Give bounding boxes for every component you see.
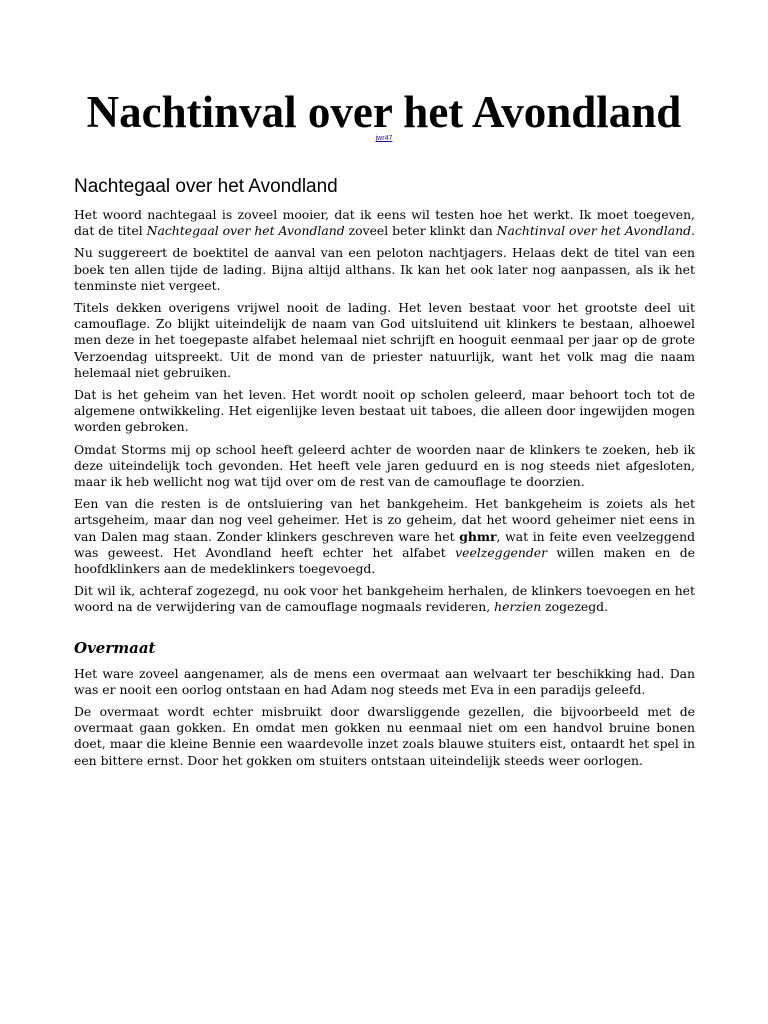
bold-text: ghmr [459, 528, 497, 544]
author-link[interactable]: jwr47 [375, 135, 393, 142]
paragraph: Titels dekken overigens vrijwel nooit de lading. Het leven bestaat voor het grootste deel uit camouflage. Zo blijkt uiteindelijk de naam van God uitsluitend uit klinkers te bestaan, alhoewel men deze in het toegepaste alfabet helemaal niet schrijft en hooguit eenmaal per jaar op de grote Verzoendag uitspreekt. Uit de mond van de priester natuurlijk, want het volk mag die naam helemaal niet gebruiken. [74, 300, 695, 380]
text-run: zogezegd. [541, 599, 609, 615]
paragraph [74, 496, 695, 577]
document-body [74, 174, 695, 775]
paragraph [74, 207, 695, 239]
paragraph: Nu suggereert de boektitel de aanval van een peloton nachtjagers. Helaas dekt de titel van een boek ten allen tijde de lading. Bijna altijd althans. Ik kan het ook later nog aanpassen, als ik het tenminste niet vergeet. [74, 245, 695, 293]
author-line [0, 134, 768, 144]
text-run: willen maken en de hoofdklinkers aan de medeklinkers toegevoegd. [74, 544, 695, 577]
text-run: . [691, 223, 695, 239]
text-run: Dit wil ik, achteraf zogezegd, nu ook voor het bankgeheim herhalen, de klinkers toevoegen en het woord na de verwijdering van de camouflage nogmaals revideren, [74, 583, 695, 615]
italic-text: herzien [494, 599, 542, 615]
italic-text: Nachtegaal over het Avondland [146, 223, 345, 239]
paragraph: Het ware zoveel aangenamer, als de mens een overmaat aan welvaart ter beschikking had. Dan was er nooit een oorlog ontstaan en had Adam nog steeds met Eva in een paradijs geleefd. [74, 665, 695, 697]
paragraph: De overmaat wordt echter misbruikt door dwarsliggende gezellen, die bijvoorbeeld met de overmaat gaan gokken. En omdat men gokken nu eenmaal niet om een handvol bruine bonen doet, maar die kleine Bennie een waardevolle inzet zoals blauwe stuiters eist, ontaardt het spel in een bittere ernst. Door het gokken om stuiters ontstaan uiteindelijk steeds weer oorlogen. [74, 704, 695, 768]
text-run: Een van die resten is de ontsluiering van het bankgeheim. Het bankgeheim is zoiets als het artsgeheim, maar dan nog veel geheimer. Het is zo geheim, dat het woord geheimer niet eens in van Dalen mag staan. Zonder klinkers geschreven ware het [74, 496, 695, 544]
paragraph [74, 583, 695, 615]
text-run: zoveel beter klinkt dan [344, 223, 497, 239]
section-heading: Nachtegaal over het Avondland [74, 176, 338, 197]
italic-text: Nachtinval over het Avondland [496, 223, 691, 239]
page-title: Nachtinval over het Avondland [86, 87, 682, 137]
italic-text: veelzeggender [455, 544, 548, 560]
paragraph: Omdat Storms mij op school heeft geleerd achter de woorden naar de klinkers te zoeken, heb ik deze uiteindelijk toch gevonden. Het heeft vele jaren geduurd en is nog steeds niet afgesloten, maar ik heb wellicht nog wat tijd over om de rest van de camouflage te doorzien. [74, 441, 695, 490]
text-run: , wat in feite even veelzeggend was geweest. Het Avondland heeft echter het alfabet [74, 528, 696, 560]
paragraph: Dat is het geheim van het leven. Het wordt nooit op scholen geleerd, maar behoort toch tot de algemene ontwikkeling. Het eigenlijke leven bestaat uit taboes, die alleen door ingewijden mogen worden gebroken. [74, 387, 695, 435]
subsection-heading: Overmaat [74, 638, 156, 657]
text-run: Het woord nachtegaal is zoveel mooier, dat ik eens wil testen hoe het werkt. Ik moet toegeven, dat de titel [74, 207, 695, 239]
